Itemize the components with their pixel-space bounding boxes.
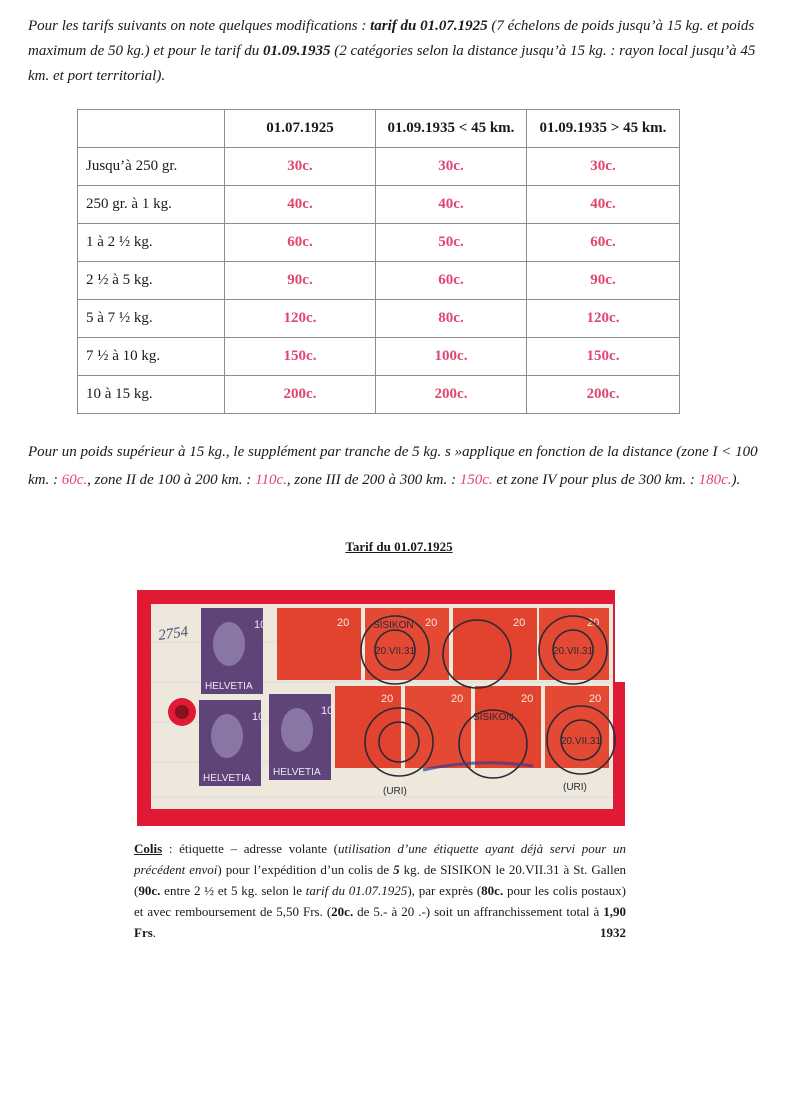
rate-cell: 150c. [527,338,680,376]
caption-colis: Colis [134,841,163,856]
photo-caption [134,838,626,943]
stamp-red-8 [545,686,609,768]
stamp-violet-2 [199,700,264,786]
postmark-date: 20.VII.31 [375,646,416,657]
caption-text: entre 2 ½ et 5 kg. selon le [160,883,306,898]
caption-italic: utilisation d’une étiquette ayant déjà servi pour un précédent envoi [134,841,626,877]
caption-year: 1932 [600,925,626,940]
postmark-date: 20.VII.31 [561,736,602,747]
svg-text:20: 20 [337,617,350,629]
table-body [78,148,680,414]
rate-cell: 40c. [527,186,680,224]
caption-text: ), par exprès ( [407,883,482,898]
table-row [78,376,680,414]
svg-text:20: 20 [587,617,600,629]
supplement-text: ). [731,472,741,488]
stamp-red-1 [277,608,361,680]
postmark-town: SISIKON [473,712,514,723]
rate-cell: 60c. [225,224,376,262]
svg-text:20: 20 [381,693,394,705]
supplement-paragraph [28,438,768,494]
svg-text:20: 20 [521,693,534,705]
rate-cell: 120c. [225,300,376,338]
weight-label: 7 ½ à 10 kg. [78,338,225,376]
supplement-text: Pour un poids supérieur à 15 kg., le supplément par tranche de 5 kg. s »applique en fonction de la distance (zone I < 100 km. : [28,444,758,488]
table-header-row [78,110,680,148]
table-row [78,148,680,186]
rate-cell: 40c. [376,186,527,224]
caption-text: . [152,925,157,940]
rate-cell: 60c. [527,224,680,262]
intro-tarif-1935: 01.09.1935 [262,43,331,59]
rate-cell: 80c. [376,300,527,338]
caption-bold: 90c. [138,883,161,898]
manuscript-number: 2754 [157,623,190,644]
label-hole [175,705,189,719]
weight-label: 250 gr. à 1 kg. [78,186,225,224]
svg-text:HELVETIA: HELVETIA [205,681,253,692]
rate-cell: 90c. [527,262,680,300]
rate-cell: 200c. [527,376,680,414]
table-header-1935-local: 01.09.1935 < 45 km. [376,110,527,148]
caption-bold: 20c. [331,904,354,919]
stamp-violet-3 [269,694,333,780]
weight-label: 10 à 15 kg. [78,376,225,414]
supplement-rate-zone-1: 60c. [61,472,88,488]
caption-text: pour les colis postaux) et avec remboursement de 5,50 Frs. ( [134,883,627,919]
caption-text: ) pour l’expédition d’un colis de [217,862,394,877]
rate-cell: 200c. [376,376,527,414]
stamp-violet-1 [201,608,266,694]
rate-cell: 30c. [527,148,680,186]
supplement-rate-zone-4: 180c. [698,472,732,488]
intro-text: Pour les tarifs suivants on note quelques modifications : [28,18,371,34]
rate-cell: 30c. [225,148,376,186]
caption-weight: 5 [393,862,400,877]
rate-cell: 50c. [376,224,527,262]
rate-cell: 90c. [225,262,376,300]
supplement-rate-zone-3: 150c. [459,472,493,488]
caption-text: kg. de SISIKON le 20.VII.31 à St. Gallen ( [134,862,626,898]
weight-label: 2 ½ à 5 kg. [78,262,225,300]
weight-label: 5 à 7 ½ kg. [78,300,225,338]
svg-text:10: 10 [254,619,267,631]
weight-label: Jusqu’à 250 gr. [78,148,225,186]
rate-cell: 100c. [376,338,527,376]
supplement-text: , zone III de 200 à 300 km. : [286,472,460,488]
postmark-canton: (URI) [563,782,587,793]
intro-paragraph [28,14,768,89]
table-row [78,224,680,262]
table-row [78,262,680,300]
rate-cell: 120c. [527,300,680,338]
svg-text:10: 10 [252,711,265,723]
intro-tarif-1925: tarif du 01.07.1925 [370,18,488,34]
table-header-1925: 01.07.1925 [225,110,376,148]
caption-bold: 80c. [481,883,504,898]
postmark-town: SISIKON [373,620,414,631]
svg-text:20: 20 [513,617,526,629]
svg-text:10: 10 [321,705,334,717]
supplement-rate-zone-2: 110c. [255,472,287,488]
tariff-table [77,109,680,414]
table-row [78,300,680,338]
table-header-1935-territorial: 01.09.1935 > 45 km. [527,110,680,148]
weight-label: 1 à 2 ½ kg. [78,224,225,262]
svg-text:HELVETIA: HELVETIA [203,773,251,784]
stamp-red-3 [453,608,537,680]
postmark-date: 20.VII.31 [553,646,594,657]
rate-cell: 60c. [376,262,527,300]
intro-text: (2 catégories selon la distance jusqu’à 15 kg. : rayon local jusqu’à 45 km. et port territorial). [28,43,756,84]
postmark-canton: (URI) [383,786,407,797]
svg-text:HELVETIA: HELVETIA [273,767,321,778]
rate-cell: 200c. [225,376,376,414]
svg-text:20: 20 [589,693,602,705]
svg-text:20: 20 [425,617,438,629]
caption-total: 1,90 Frs [134,904,626,940]
table-row [78,186,680,224]
caption-text: : étiquette – adresse volante ( [162,841,339,856]
stamp-red-7 [475,686,541,768]
intro-text: (7 échelons de poids jusqu’à 15 kg. et poids maximum de 50 kg.) et pour le tarif du [28,18,755,59]
section-heading: Tarif du 01.07.1925 [345,539,453,554]
table-header-empty [78,110,225,148]
rate-cell: 30c. [376,148,527,186]
parcel-label-photo [137,582,627,827]
svg-text:20: 20 [451,693,464,705]
supplement-text: et zone IV pour plus de 300 km. : [492,472,699,488]
caption-text: de 5.- à 20 .-) soit un affranchissement total à [353,904,604,919]
rate-cell: 150c. [225,338,376,376]
caption-italic: tarif du 01.07.1925 [305,883,408,898]
table-row [78,338,680,376]
supplement-text: , zone II de 100 à 200 km. : [87,472,256,488]
rate-cell: 40c. [225,186,376,224]
